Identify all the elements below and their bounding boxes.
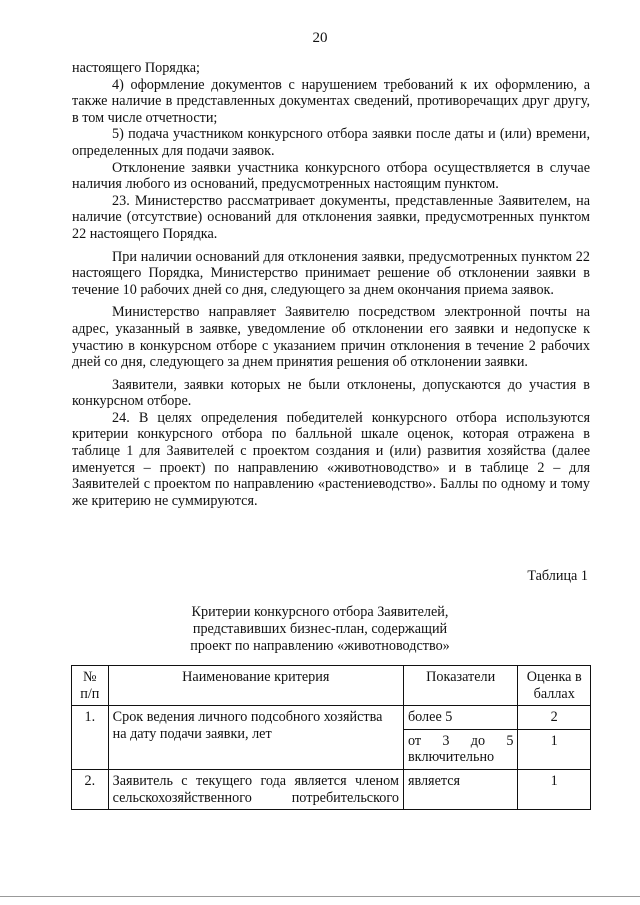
paragraph: 24. В целях определения победителей конкурсного отбора используются критерии конкурсного отбора по балльной шкале оценок, которая отражена в таблице 1 для Заявителей с проектом создания и (или) развития хозяйства (далее именуется – проект) по направлению «животноводство» и в таблице 2 – для Заявителей с проектом по направлению «растениеводство». Баллы по одному и тому же критерию не суммируются. bbox=[72, 409, 590, 509]
table-caption bbox=[0, 604, 640, 655]
table-row bbox=[72, 706, 591, 730]
row-indicator: от 3 до 5 включительно bbox=[403, 729, 518, 769]
paragraph: При наличии оснований для отклонения заявки, предусмотренных пунктом 22 настоящего Порядка, Министерство принимает решение об отклонении заявки в течение 10 рабочих дней со дня, следующего за днем окончания приема заявок. bbox=[72, 248, 590, 298]
row-criterion: Срок ведения личного подсобного хозяйства на дату подачи заявки, лет bbox=[108, 706, 403, 770]
paragraph: настоящего Порядка; bbox=[72, 60, 200, 76]
row-indicator: более 5 bbox=[403, 706, 518, 730]
row-num: 2. bbox=[72, 769, 109, 809]
paragraph: 4) оформление документов с нарушением требований к их оформлению, а также наличие в представленных документах сведений, противоречащих друг другу, в том числе отчетности; bbox=[72, 76, 590, 126]
header-num: № п/п bbox=[72, 666, 109, 706]
row-num: 1. bbox=[72, 706, 109, 770]
row-indicator: является bbox=[403, 769, 518, 809]
row-score: 2 bbox=[518, 706, 591, 730]
paragraph: Отклонение заявки участника конкурсного отбора осуществляется в случае наличия любого из оснований, предусмотренных настоящим пунктом. bbox=[72, 159, 590, 193]
header-indicators: Показатели bbox=[403, 666, 518, 706]
row-criterion: Заявитель с текущего года является членом сельскохозяйственного потребительского bbox=[108, 769, 403, 809]
paragraph: Министерство направляет Заявителю посредством электронной почты на адрес, указанный в заявке, уведомление об отклонении его заявки и недопуске к участию в конкурсном отборе с указанием причин отклонения в течение 2 рабочих дней со дня, следующего за днем принятия решения об отклонении заявки. bbox=[72, 304, 590, 371]
paragraph: 5) подача участником конкурсного отбора заявки после даты и (или) времени, определенных для подачи заявок. bbox=[72, 126, 590, 159]
header-score: Оценка в баллах bbox=[518, 666, 591, 706]
table-caption-line: проект по направлению «животноводство» bbox=[190, 638, 450, 654]
row-score: 1 bbox=[518, 769, 591, 809]
paragraph: 23. Министерство рассматривает документы, представленные Заявителем, на наличие (отсутствие) оснований для отклонения заявки, предусмотренных пунктом 22 настоящего Порядка. bbox=[72, 192, 590, 242]
table-header-row bbox=[72, 666, 591, 706]
row-score: 1 bbox=[518, 729, 591, 769]
page-bottom-edge bbox=[0, 896, 640, 897]
table-caption-line: представивших бизнес-план, содержащий bbox=[192, 621, 448, 637]
table-row bbox=[72, 769, 591, 809]
paragraph: Заявители, заявки которых не были отклонены, допускаются до участия в конкурсном отборе. bbox=[72, 376, 590, 410]
body-text bbox=[72, 60, 590, 509]
header-name: Наименование критерия bbox=[108, 666, 403, 706]
table-label: Таблица 1 bbox=[527, 568, 588, 584]
page-number: 20 bbox=[312, 30, 328, 46]
criteria-table bbox=[71, 665, 591, 810]
table-caption-line: Критерии конкурсного отбора Заявителей, bbox=[191, 604, 449, 620]
